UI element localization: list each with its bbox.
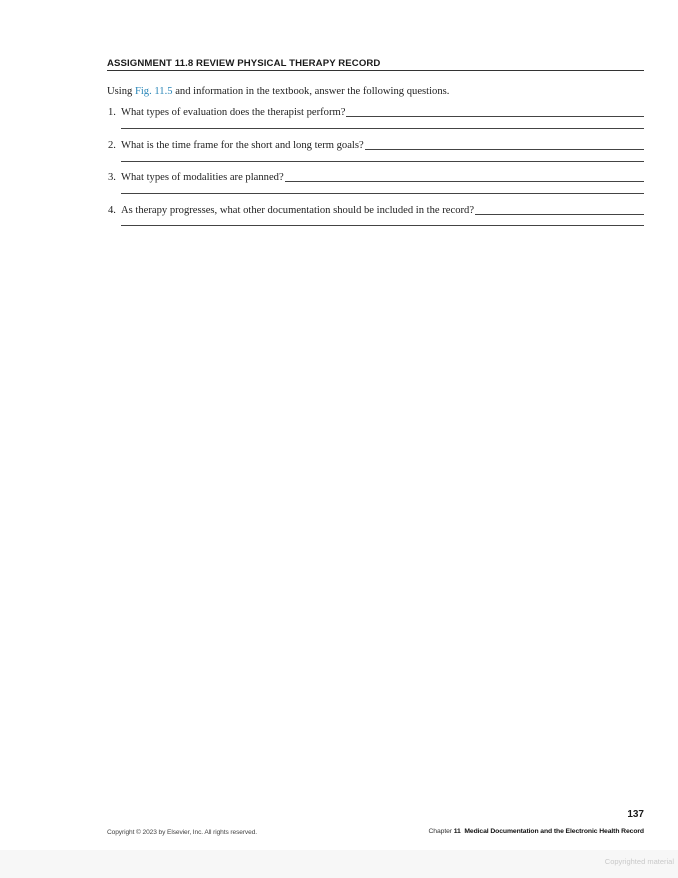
answer-line-3[interactable] <box>121 193 644 194</box>
question-2 <box>108 139 644 151</box>
chapter-footer <box>428 828 644 835</box>
question-text: What types of modalities are planned? <box>121 172 284 183</box>
answer-line-4[interactable] <box>121 225 644 226</box>
question-number: 3. <box>108 172 116 183</box>
assignment-heading: ASSIGNMENT 11.8 REVIEW PHYSICAL THERAPY RECORD <box>107 58 381 69</box>
assignment-heading-block <box>107 58 644 71</box>
chapter-label: Chapter <box>428 828 452 835</box>
copyright-watermark: Copyrighted material <box>604 857 674 866</box>
viewer-bottom-strip <box>0 850 678 878</box>
question-number: 4. <box>108 205 116 216</box>
question-1 <box>108 106 644 118</box>
answer-line-1[interactable] <box>121 128 644 129</box>
intro-prefix: Using <box>107 86 135 97</box>
answer-blank[interactable] <box>285 172 644 182</box>
question-text: As therapy progresses, what other documentation should be included in the record? <box>121 205 475 216</box>
question-text: What types of evaluation does the therapist perform? <box>121 107 346 118</box>
answer-blank[interactable] <box>365 140 644 150</box>
question-3 <box>108 171 644 183</box>
question-number: 1. <box>108 107 116 118</box>
question-4 <box>108 204 644 216</box>
intro-suffix: and information in the textbook, answer the following questions. <box>172 86 450 97</box>
answer-line-2[interactable] <box>121 161 644 162</box>
answer-blank[interactable] <box>346 107 644 117</box>
question-text: What is the time frame for the short and long term goals? <box>121 140 364 151</box>
chapter-title: Medical Documentation and the Electronic Health Record <box>464 828 644 835</box>
figure-link[interactable]: Fig. 11.5 <box>134 86 173 97</box>
copyright-notice: Copyright © 2023 by Elsevier, Inc. All rights reserved. <box>107 829 257 836</box>
chapter-number: 11 <box>453 828 461 835</box>
page-number: 137 <box>627 809 644 820</box>
intro-text <box>107 86 449 97</box>
question-number: 2. <box>108 140 116 151</box>
answer-blank[interactable] <box>475 205 644 215</box>
